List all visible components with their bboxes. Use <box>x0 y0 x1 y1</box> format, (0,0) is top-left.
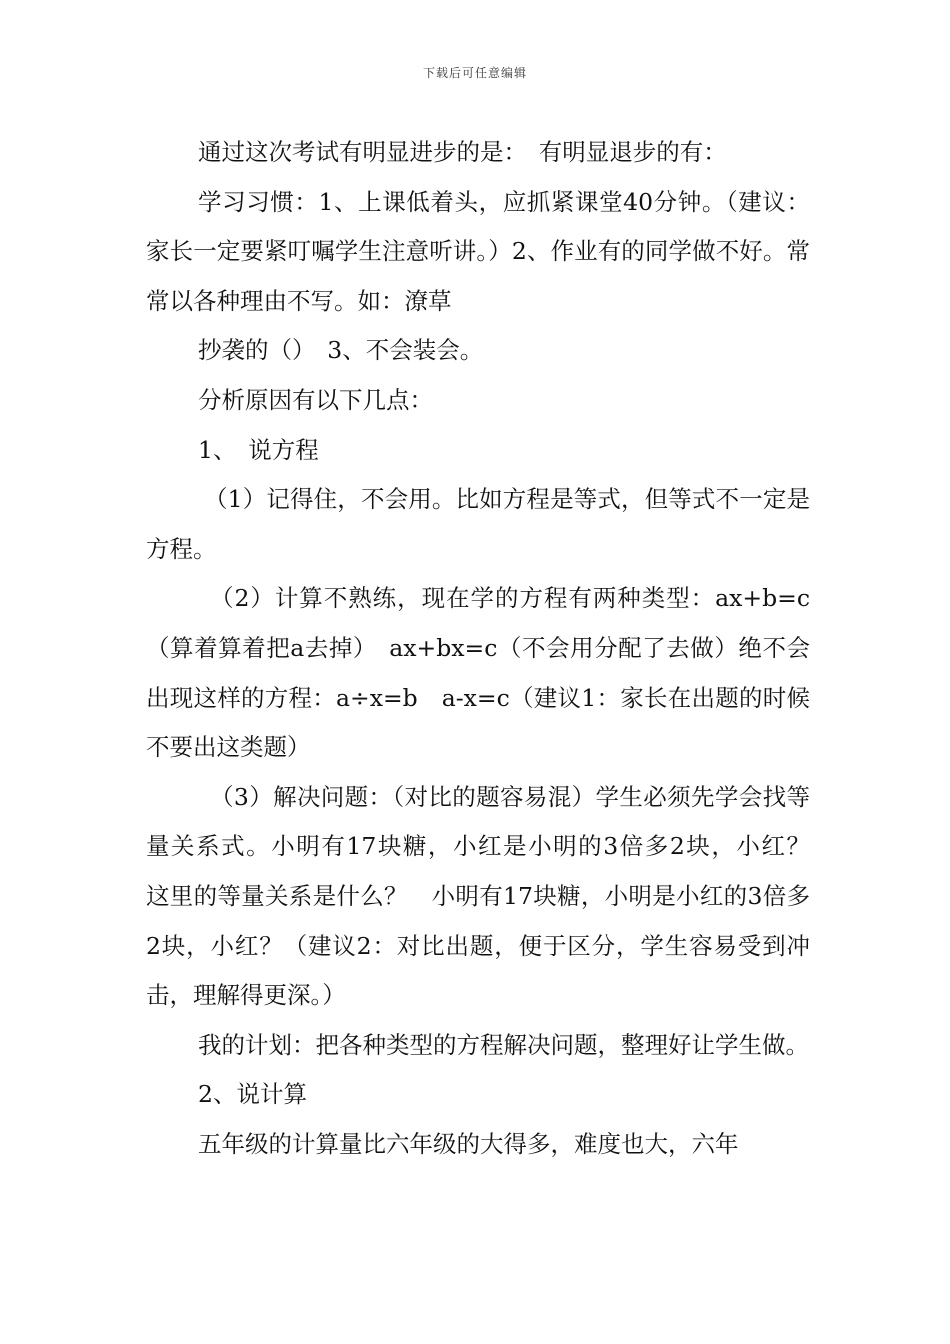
document-body <box>146 128 834 1169</box>
paragraph-equations-2: （2）计算不熟练，现在学的方程有两种类型：ax+b=c（算着算着把a去掉） ax+bx=c（不会用分配了去做）绝不会出现这样的方程：a÷x=b a-x=c（建议1：家长在出题的时候不要出这类题） <box>146 584 810 762</box>
section-heading-equations: 1、 说方程 <box>198 435 319 464</box>
paragraph-my-plan: 我的计划：把各种类型的方程解决问题，整理好让学生做。 <box>198 1030 809 1059</box>
paragraph-equations-3: （3）解决问题：（对比的题容易混）学生必须先学会找等量关系式。小明有17块糖，小红是小明的3倍多2块，小红？ 这里的等量关系是什么？ 小明有17块糖，小明是小红的3倍多2块，小红？（建议2：对比出题，便于区分，学生容易受到冲击，理解得更深。） <box>146 782 834 1010</box>
paragraph-analysis-intro: 分析原因有以下几点： <box>198 385 433 414</box>
paragraph-calculation: 五年级的计算量比六年级的大得多，难度也大，六年 <box>198 1129 739 1158</box>
paragraph-equations-1: （1）记得住，不会用。比如方程是等式，但等式不一定是方程。 <box>146 485 810 563</box>
paragraph-progress: 通过这次考试有明显进步的是： 有明显退步的有： <box>198 138 727 166</box>
paragraph-study-habits: 学习习惯：1、上课低着头，应抓紧课堂40分钟。（建议：家长一定要紧叮嘱学生注意听讲。）2、作业有的同学做不好。常常以各种理由不写。如：潦草 <box>146 187 810 315</box>
paragraph-copying: 抄袭的（） 3、不会装会。 <box>198 336 484 365</box>
header-note: 下载后可任意编辑 <box>422 66 527 80</box>
section-heading-calculation: 2、说计算 <box>198 1080 307 1109</box>
